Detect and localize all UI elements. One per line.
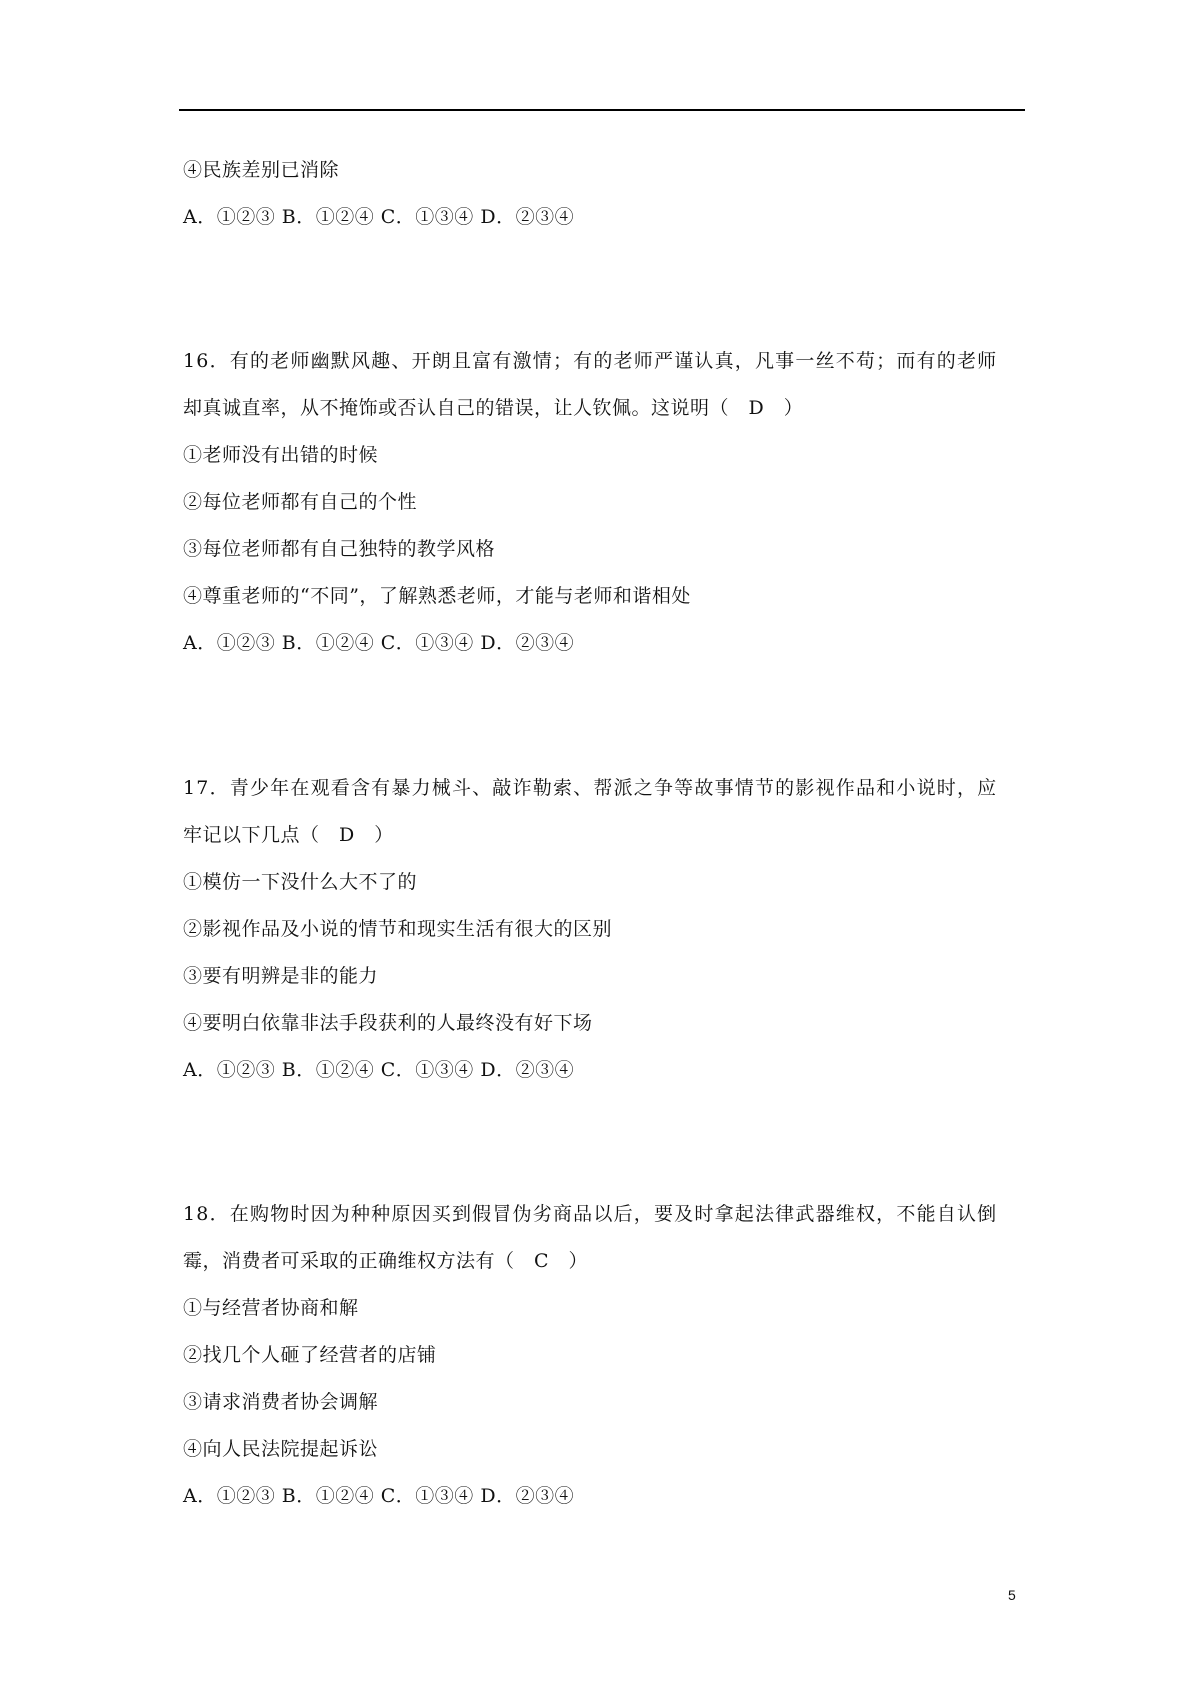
header-rule [179,109,1025,111]
question-18-option-2: ②找几个人砸了经营者的店铺 [183,1344,437,1366]
question-18-option-4: ④向人民法院提起诉讼 [183,1438,379,1460]
question-17-stem-line-1: 17．青少年在观看含有暴力械斗、敲诈勒索、帮派之争等故事情节的影视作品和小说时，应 [183,777,998,799]
question-16-answer-choices: A．①②③ B．①②④ C．①③④ D．②③④ [183,632,575,654]
question-17-option-2: ②影视作品及小说的情节和现实生活有很大的区别 [183,918,613,940]
page-number: 5 [1008,1587,1016,1603]
question-16-stem-line-1: 16．有的老师幽默风趣、开朗且富有激情；有的老师严谨认真，凡事一丝不苟；而有的老师 [183,350,998,372]
question-17-option-3: ③要有明辨是非的能力 [183,965,379,987]
question-17-option-4: ④要明白依靠非法手段获利的人最终没有好下场 [183,1012,593,1034]
question-16-option-2: ②每位老师都有自己的个性 [183,491,418,513]
option-text: ④民族差别已消除 [183,159,340,181]
question-16-stem-line-2: 却真诚直率，从不掩饰或否认自己的错误，让人钦佩。这说明（ D ） [183,397,804,419]
question-17-option-1: ①模仿一下没什么大不了的 [183,871,418,893]
question-16-option-3: ③每位老师都有自己独特的教学风格 [183,538,496,560]
question-18-answer-choices: A．①②③ B．①②④ C．①③④ D．②③④ [183,1485,575,1507]
question-18-option-1: ①与经营者协商和解 [183,1297,359,1319]
answer-choices: A．①②③ B．①②④ C．①③④ D．②③④ [183,206,575,228]
question-18-stem-line-2: 霉，消费者可采取的正确维权方法有（ C ） [183,1250,589,1272]
question-18-stem-line-1: 18．在购物时因为种种原因买到假冒伪劣商品以后，要及时拿起法律武器维权，不能自认倒 [183,1203,998,1225]
question-17-answer-choices: A．①②③ B．①②④ C．①③④ D．②③④ [183,1059,575,1081]
question-18-option-3: ③请求消费者协会调解 [183,1391,379,1413]
question-17-stem-line-2: 牢记以下几点（ D ） [183,824,394,846]
question-16-option-1: ①老师没有出错的时候 [183,444,379,466]
question-16-option-4: ④尊重老师的“不同”，了解熟悉老师，才能与老师和谐相处 [183,585,691,607]
